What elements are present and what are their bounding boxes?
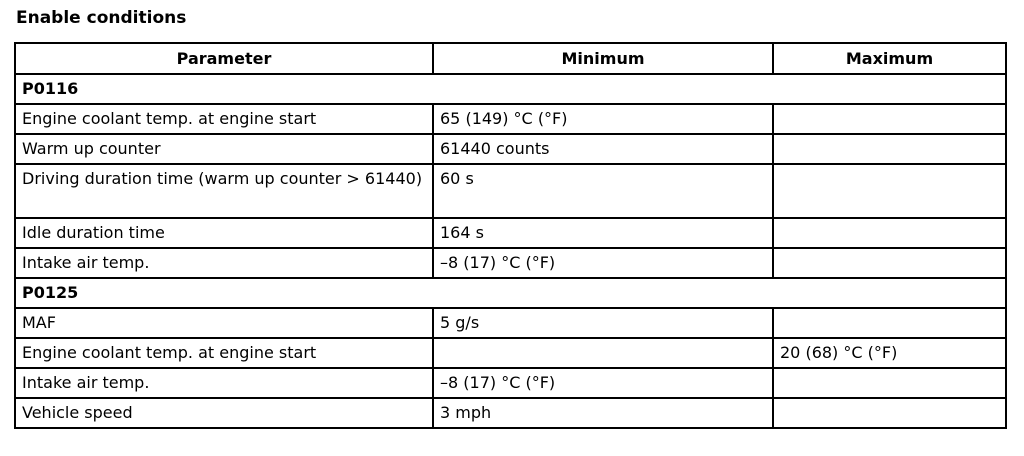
minimum-cell — [433, 338, 773, 368]
minimum-cell: 3 mph — [433, 398, 773, 428]
minimum-cell: 61440 counts — [433, 134, 773, 164]
parameter-cell: Engine coolant temp. at engine start — [15, 338, 433, 368]
group-code: P0125 — [15, 278, 1006, 308]
table-row — [15, 164, 1006, 218]
parameter-cell: Engine coolant temp. at engine start — [15, 104, 433, 134]
maximum-cell — [773, 218, 1006, 248]
table-row — [15, 338, 1006, 368]
minimum-cell: –8 (17) °C (°F) — [433, 368, 773, 398]
maximum-cell — [773, 398, 1006, 428]
minimum-cell: –8 (17) °C (°F) — [433, 248, 773, 278]
maximum-cell — [773, 248, 1006, 278]
table-row — [15, 218, 1006, 248]
header-maximum: Maximum — [773, 43, 1006, 74]
parameter-cell: Idle duration time — [15, 218, 433, 248]
parameter-cell: Intake air temp. — [15, 248, 433, 278]
table-row — [15, 308, 1006, 338]
page-title: Enable conditions — [16, 8, 187, 28]
table-row — [15, 134, 1006, 164]
maximum-cell — [773, 104, 1006, 134]
maximum-cell — [773, 308, 1006, 338]
parameter-cell: Vehicle speed — [15, 398, 433, 428]
header-parameter: Parameter — [15, 43, 433, 74]
header-minimum: Minimum — [433, 43, 773, 74]
group-code: P0116 — [15, 74, 1006, 104]
table-row — [15, 104, 1006, 134]
parameter-cell: Intake air temp. — [15, 368, 433, 398]
minimum-cell: 60 s — [433, 164, 773, 218]
minimum-cell: 5 g/s — [433, 308, 773, 338]
parameter-cell: Driving duration time (warm up counter > 61440) — [15, 164, 433, 218]
minimum-cell: 65 (149) °C (°F) — [433, 104, 773, 134]
maximum-cell — [773, 368, 1006, 398]
parameter-cell: Warm up counter — [15, 134, 433, 164]
parameter-cell: MAF — [15, 308, 433, 338]
group-row-p0125 — [15, 278, 1006, 308]
table-row — [15, 398, 1006, 428]
maximum-cell — [773, 164, 1006, 218]
table-header-row — [15, 43, 1006, 74]
table-row — [15, 368, 1006, 398]
maximum-cell: 20 (68) °C (°F) — [773, 338, 1006, 368]
group-row-p0116 — [15, 74, 1006, 104]
table-row — [15, 248, 1006, 278]
minimum-cell: 164 s — [433, 218, 773, 248]
maximum-cell — [773, 134, 1006, 164]
enable-conditions-table — [14, 42, 1007, 429]
